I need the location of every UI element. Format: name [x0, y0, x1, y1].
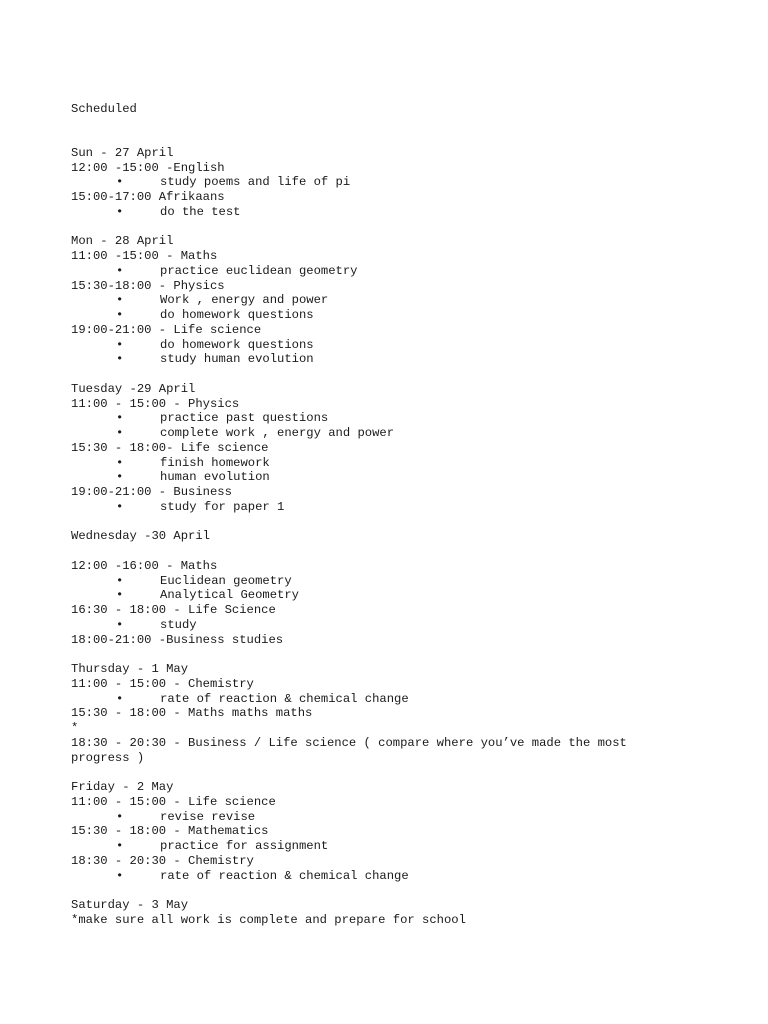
time-slot: 18:00-21:00 -Business studies — [71, 632, 284, 647]
time-slot: 18:30 - 20:30 - Chemistry — [71, 853, 254, 868]
task-item — [71, 175, 761, 190]
time-slot: 15:30 - 18:00- Life science — [71, 440, 269, 455]
bullet-icon: • — [116, 293, 124, 308]
document-heading: Scheduled — [71, 101, 137, 116]
bullet-icon: • — [116, 308, 124, 322]
day-section — [71, 780, 761, 883]
task-text: practice euclidean geometry — [160, 263, 358, 278]
day-section — [71, 234, 761, 367]
bullet-icon: • — [116, 411, 124, 426]
day-title: Saturday - 3 May — [71, 898, 189, 912]
bullet-icon: • — [116, 691, 124, 706]
task-item — [71, 456, 761, 471]
task-text: do the test — [160, 204, 241, 219]
bullet-icon: • — [116, 175, 124, 190]
time-slot: 16:30 - 18:00 - Life Science — [71, 603, 276, 617]
task-text: Analytical Geometry — [160, 588, 299, 603]
task-item — [71, 574, 761, 589]
bullet-icon: • — [116, 337, 124, 352]
task-text: practice for assignment — [160, 839, 329, 853]
task-item — [71, 411, 761, 426]
task-text: Work , energy and power — [160, 293, 329, 308]
time-slot: 15:30-18:00 - Physics — [71, 278, 225, 293]
task-item — [71, 618, 761, 633]
day-section — [71, 662, 761, 765]
task-item — [71, 426, 761, 441]
day-separator — [71, 515, 761, 530]
time-slot: 11:00 - 15:00 - Physics — [71, 396, 240, 411]
task-text: do homework questions — [160, 337, 314, 352]
task-text: rate of reaction & chemical change — [160, 691, 409, 706]
time-slot: 18:30 - 20:30 - Business / Life science ( compare where you’ve made the most — [71, 735, 627, 750]
task-item — [71, 869, 761, 884]
time-slot: *make sure all work is complete and prepare for school — [71, 912, 466, 927]
task-text: study human evolution — [160, 352, 314, 367]
time-slot: 19:00-21:00 - Business — [71, 485, 232, 499]
bullet-icon: • — [116, 573, 124, 588]
day-separator — [71, 367, 761, 382]
day-title: Wednesday -30 April — [71, 529, 210, 544]
task-text: study — [160, 617, 197, 632]
task-text: revise revise — [160, 809, 256, 824]
task-text: practice past questions — [160, 411, 329, 426]
task-text: rate of reaction & chemical change — [160, 868, 409, 883]
time-slot: 11:00 - 15:00 - Life science — [71, 794, 276, 809]
task-text: do homework questions — [160, 308, 314, 322]
day-title: Thursday - 1 May — [71, 662, 189, 676]
time-slot: 15:30 - 18:00 - Maths maths maths — [71, 706, 313, 721]
schedule-document — [71, 72, 761, 942]
task-text: Euclidean geometry — [160, 573, 292, 588]
day-separator — [71, 647, 761, 662]
time-slot: 12:00 -15:00 -English — [71, 160, 225, 175]
time-slot: 11:00 -15:00 - Maths — [71, 249, 218, 263]
time-slot: 15:00-17:00 Afrikaans — [71, 190, 225, 204]
task-item — [71, 588, 761, 603]
task-text: study for paper 1 — [160, 499, 285, 514]
day-section — [71, 529, 761, 647]
day-separator — [71, 883, 761, 898]
task-item — [71, 839, 761, 854]
task-item — [71, 692, 761, 707]
task-item — [71, 338, 761, 353]
day-section — [71, 898, 761, 928]
bullet-icon: • — [116, 470, 124, 485]
bullet-icon: • — [116, 499, 124, 514]
bullet-icon: • — [116, 617, 124, 632]
time-slot: 11:00 - 15:00 - Chemistry — [71, 676, 254, 691]
time-slot-continuation: progress ) — [71, 750, 145, 765]
task-item — [71, 352, 761, 367]
bullet-icon: • — [116, 455, 124, 470]
bullet-icon: • — [116, 426, 124, 440]
task-text: human evolution — [160, 470, 270, 485]
task-text: study poems and life of pi — [160, 175, 351, 190]
time-slot: 12:00 -16:00 - Maths — [71, 558, 218, 573]
day-separator — [71, 765, 761, 780]
task-item — [71, 470, 761, 485]
bullet-icon: • — [116, 204, 124, 219]
bullet-icon: • — [116, 809, 124, 824]
task-item — [71, 308, 761, 323]
task-item — [71, 500, 761, 515]
bullet-icon: • — [116, 868, 124, 883]
blank-line — [71, 544, 761, 559]
task-text: complete work , energy and power — [160, 426, 395, 440]
task-item — [71, 810, 761, 825]
day-separator — [71, 220, 761, 235]
bullet-icon: • — [116, 839, 124, 853]
task-text: finish homework — [160, 455, 270, 470]
asterisk-note: * — [71, 721, 79, 735]
day-title: Tuesday -29 April — [71, 381, 196, 396]
day-section — [71, 382, 761, 515]
task-item — [71, 264, 761, 279]
schedule-days — [71, 146, 761, 928]
time-slot: 19:00-21:00 - Life science — [71, 322, 262, 337]
task-item — [71, 293, 761, 308]
task-item — [71, 205, 761, 220]
time-slot: 15:30 - 18:00 - Mathematics — [71, 824, 269, 839]
day-title: Friday - 2 May — [71, 780, 174, 794]
bullet-icon: • — [116, 588, 124, 603]
bullet-icon: • — [116, 263, 124, 278]
day-title: Mon - 28 April — [71, 234, 174, 249]
day-section — [71, 146, 761, 220]
bullet-icon: • — [116, 352, 124, 367]
day-title: Sun - 27 April — [71, 145, 174, 160]
